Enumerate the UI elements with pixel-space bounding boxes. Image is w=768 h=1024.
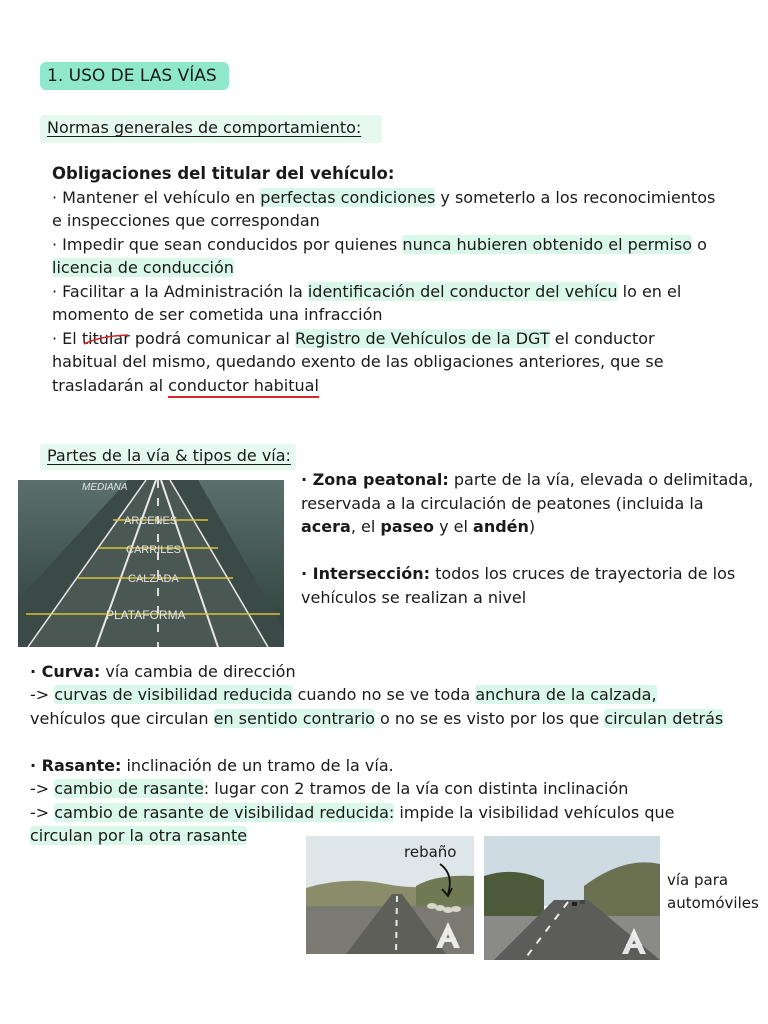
subsection-partes bbox=[40, 444, 296, 470]
term: · Zona peatonal: bbox=[301, 470, 449, 489]
text: trasladarán al bbox=[52, 376, 169, 395]
label-arcenes: ARCENES bbox=[124, 515, 178, 527]
section-title: 1. USO DE LAS VÍAS bbox=[40, 62, 229, 90]
arrow-icon bbox=[430, 862, 460, 902]
red-strike-mark bbox=[82, 332, 130, 348]
text: todos los cruces de trayectoria de los bbox=[430, 564, 736, 583]
road-photo-autovia-art bbox=[484, 836, 660, 960]
text: : lugar con 2 tramos de la vía con distinta inclinación bbox=[203, 779, 629, 798]
term: acera bbox=[301, 517, 351, 536]
highlight: identificación del conductor del vehícu bbox=[307, 282, 618, 301]
text: momento de ser cometida una infracción bbox=[52, 305, 383, 324]
term: · Rasante: bbox=[30, 756, 122, 775]
obligations-heading: Obligaciones del titular del vehículo: bbox=[52, 164, 395, 183]
text: vía cambia de dirección bbox=[100, 662, 296, 681]
text: lo en el bbox=[617, 282, 682, 301]
subsection-normas-text: Normas generales de comportamiento: bbox=[47, 118, 362, 137]
highlight: licencia de conducción bbox=[52, 258, 234, 277]
subsection-normas bbox=[40, 115, 382, 143]
road-photo-autovia bbox=[484, 836, 660, 960]
label-plataforma: PLATAFORMA bbox=[106, 608, 186, 622]
label-rebano: rebaño bbox=[404, 843, 457, 861]
red-underlined: conductor habitual bbox=[168, 376, 319, 398]
text: vehículos se realizan a nivel bbox=[301, 588, 527, 607]
text: parte de la vía, elevada o delimitada, bbox=[448, 470, 754, 489]
text: e inspecciones que correspondan bbox=[52, 211, 320, 230]
term: · Curva: bbox=[30, 662, 101, 681]
text: · Mantener el vehículo en bbox=[52, 188, 261, 207]
term: andén bbox=[473, 517, 529, 536]
text: podrá comunicar al bbox=[129, 329, 295, 348]
highlight: en sentido contrario bbox=[213, 709, 375, 728]
term: · Intersección: bbox=[301, 564, 430, 583]
text: · Facilitar a la Administración la bbox=[52, 282, 308, 301]
text: o bbox=[692, 235, 707, 254]
road-parts-image bbox=[18, 480, 284, 647]
text: impide la visibilidad vehículos que bbox=[394, 803, 675, 822]
highlight: cambio de rasante bbox=[54, 779, 204, 798]
text: ) bbox=[528, 517, 536, 536]
label-via-para: vía para bbox=[667, 871, 729, 889]
text: · El bbox=[52, 329, 82, 348]
highlight: curvas de visibilidad reducida bbox=[54, 685, 293, 704]
text: -> bbox=[30, 803, 55, 822]
highlight: circulan por la otra rasante bbox=[30, 826, 248, 845]
text: inclinación de un tramo de la vía. bbox=[121, 756, 394, 775]
text: · Impedir que sean conducidos por quienes bbox=[52, 235, 403, 254]
highlight: cambio de rasante de visibilidad reducida: bbox=[54, 803, 395, 822]
text: -> bbox=[30, 685, 55, 704]
text: y someterlo a los reconocimientos bbox=[435, 188, 716, 207]
subsection-partes-text: Partes de la vía & tipos de vía: bbox=[47, 446, 291, 465]
text: y el bbox=[434, 517, 474, 536]
highlight: anchura de la calzada, bbox=[475, 685, 657, 704]
highlight: perfectas condiciones bbox=[260, 188, 436, 207]
text: el conductor bbox=[549, 329, 655, 348]
label-automoviles: automóviles bbox=[667, 894, 759, 912]
highlight: Registro de Vehículos de la DGT bbox=[294, 329, 550, 348]
label-mediana: MEDIANA bbox=[82, 482, 128, 493]
text: habitual del mismo, quedando exento de las obligaciones anteriores, que se bbox=[52, 352, 664, 371]
strikethrough-word: titular bbox=[81, 329, 130, 348]
term: paseo bbox=[380, 517, 434, 536]
text: vehículos que circulan bbox=[30, 709, 214, 728]
label-calzada: CALZADA bbox=[128, 573, 179, 585]
text: o no se es visto por los que bbox=[374, 709, 605, 728]
label-carriles: CARRILES bbox=[126, 544, 182, 556]
text: -> bbox=[30, 779, 55, 798]
highlight: circulan detrás bbox=[604, 709, 724, 728]
text: reservada a la circulación de peatones (incluida la bbox=[301, 494, 704, 513]
road-parts-illustration bbox=[18, 480, 284, 647]
text: cuando no se ve toda bbox=[292, 685, 476, 704]
text: , el bbox=[350, 517, 381, 536]
highlight: nunca hubieren obtenido el permiso bbox=[402, 235, 693, 254]
